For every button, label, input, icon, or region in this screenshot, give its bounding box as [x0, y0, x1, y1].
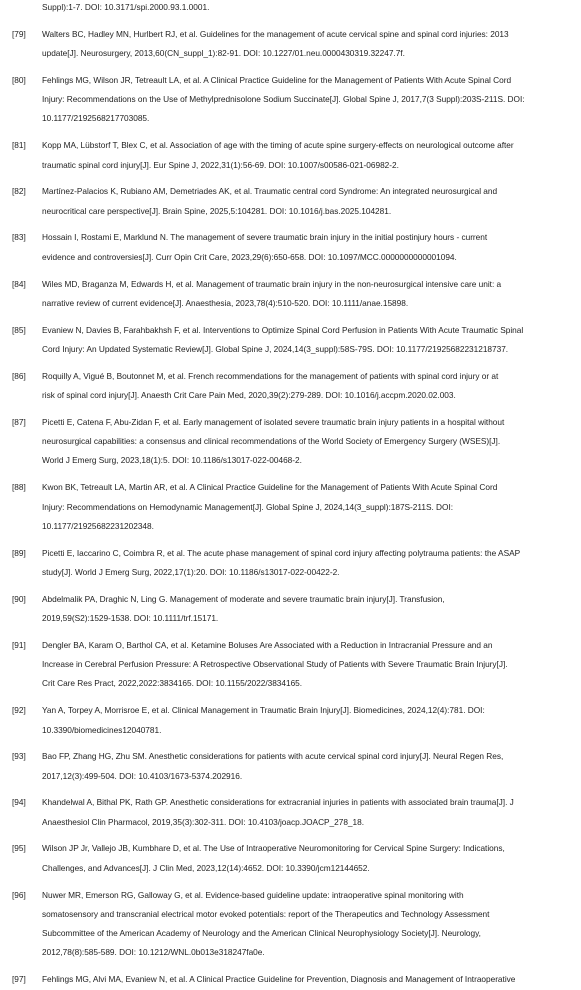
reference-number: [87]	[12, 416, 26, 427]
reference-line: 10.1177/2192568217703085.	[42, 113, 150, 124]
reference-line: Nuwer MR, Emerson RG, Galloway G, et al. Evidence-based guideline update: intraoperative spinal monitoring with	[42, 889, 464, 900]
reference-number: [80]	[12, 74, 26, 85]
reference-line: Kopp MA, Lübstorf T, Blex C, et al. Association of age with the timing of acute spine surgery-effects on neurological outcome after	[42, 140, 514, 151]
reference-entry	[0, 478, 581, 536]
reference-number: [82]	[12, 186, 26, 197]
reference-number: [94]	[12, 797, 26, 808]
reference-line: Khandelwal A, Bithal PK, Rath GP. Anesthetic considerations for extracranial injuries in patients with associated brain trauma[J]. J	[42, 797, 514, 808]
reference-line: narrative review of current evidence[J]. Anaesthesia, 2023,78(4):510-520. DOI: 10.1111/anae.15898.	[42, 297, 409, 308]
reference-entry	[0, 839, 581, 878]
reference-line: update[J]. Neurosurgery, 2013,60(CN_suppl_1):82-91. DOI: 10.1227/01.neu.0000430319.32247.7f.	[42, 48, 405, 59]
reference-line: Walters BC, Hadley MN, Hurlbert RJ, et al. Guidelines for the management of acute cervical spine and spinal cord injuries: 2013	[42, 28, 509, 39]
reference-line: neurosurgical capabilities: a consensus and clinical recommendations of the World Society of Emergency Surgery (WSES)[J].	[42, 436, 501, 447]
reference-entry	[0, 970, 581, 989]
reference-number: [81]	[12, 140, 26, 151]
reference-line: Wiles MD, Braganza M, Edwards H, et al. Management of traumatic brain injury in the non-neurosurgical intensive care unit: a	[42, 278, 502, 289]
reference-number: [79]	[12, 28, 26, 39]
reference-number: [93]	[12, 751, 26, 762]
reference-line: 2017,12(3):499-504. DOI: 10.4103/1673-5374.202916.	[42, 770, 243, 781]
reference-entry	[0, 701, 581, 740]
reference-line: risk of spinal cord injury[J]. Anaesth Crit Care Pain Med, 2020,39(2):279-289. DOI: 10.1016/j.accpm.2020.02.003.	[42, 390, 456, 401]
reference-line: Bao FP, Zhang HG, Zhu SM. Anesthetic considerations for patients with acute cervical spinal cord injury[J]. Neural Regen Res,	[42, 751, 504, 762]
reference-line: Fehlings MG, Alvi MA, Evaniew N, et al. A Clinical Practice Guideline for Prevention, Diagnosis and Management of Intraoperative	[42, 974, 516, 985]
reference-entry	[0, 544, 581, 583]
reference-line: 10.1177/21925682231202348.	[42, 520, 154, 531]
reference-entries	[0, 25, 581, 990]
reference-line: neurocritical care perspective[J]. Brain Spine, 2025,5:104281. DOI: 10.1016/j.bas.2025.104281.	[42, 205, 392, 216]
reference-line: Crit Care Res Pract, 2022,2022:3834165. DOI: 10.1155/2022/3834165.	[42, 678, 303, 689]
reference-number: [85]	[12, 324, 26, 335]
reference-line: Increase in Cerebral Perfusion Pressure: A Retrospective Observational Study of Patients with Severe Traumatic Brain Injury[J].	[42, 659, 508, 670]
reference-number: [84]	[12, 278, 26, 289]
reference-entry	[0, 367, 581, 406]
reference-line: Martínez-Palacios K, Rubiano AM, Demetriades AK, et al. Traumatic central cord Syndrome: An integrated neurosurgical and	[42, 186, 498, 197]
reference-line: World J Emerg Surg, 2023,18(1):5. DOI: 10.1186/s13017-022-00468-2.	[42, 455, 302, 466]
reference-entry	[0, 71, 581, 129]
reference-line: 2012,78(8):585-589. DOI: 10.1212/WNL.0b013e318247fa0e.	[42, 947, 265, 958]
reference-line: study[J]. World J Emerg Surg, 2022,17(1):20. DOI: 10.1186/s13017-022-00422-2.	[42, 566, 340, 577]
reference-line: Kwon BK, Tetreault LA, Martin AR, et al. A Clinical Practice Guideline for the Management of Patients With Acute Spinal Cord	[42, 482, 498, 493]
reference-entry	[0, 275, 581, 314]
reference-line: 2019,59(S2):1529-1538. DOI: 10.1111/trf.15171.	[42, 613, 219, 624]
reference-line: Challenges, and Advances[J]. J Clin Med, 2023,12(14):4652. DOI: 10.3390/jcm12144652.	[42, 862, 370, 873]
reference-line: Evaniew N, Davies B, Farahbakhsh F, et al. Interventions to Optimize Spinal Cord Perfusion in Patients With Acute Traumatic Spinal	[42, 324, 524, 335]
reference-entry	[0, 228, 581, 267]
reference-line: Anaesthesiol Clin Pharmacol, 2019,35(3):302-311. DOI: 10.4103/joacp.JOACP_278_18.	[42, 816, 365, 827]
reference-entry	[0, 886, 581, 963]
reference-number: [97]	[12, 974, 26, 985]
reference-line: Hossain I, Rostami E, Marklund N. The management of severe traumatic brain injury in the initial postinjury hours - current	[42, 232, 488, 243]
reference-number: [96]	[12, 889, 26, 900]
reference-line: traumatic spinal cord injury[J]. Eur Spine J, 2022,31(1):56-69. DOI: 10.1007/s00586-021-06982-2.	[42, 159, 399, 170]
reference-line: somatosensory and transcranial electrical motor evoked potentials: report of the Therapeutics and Technology Assessment	[42, 908, 490, 919]
reference-line: Dengler BA, Karam O, Barthol CA, et al. Ketamine Boluses Are Associated with a Reduction in Intracranial Pressure and an	[42, 639, 493, 650]
reference-entry	[0, 747, 581, 786]
reference-line: Wilson JP Jr, Vallejo JB, Kumbhare D, et al. The Use of Intraoperative Neuromonitoring for Cervical Spine Surgery: Indications,	[42, 843, 505, 854]
reference-line: Roquilly A, Vigué B, Boutonnet M, et al. French recommendations for the management of patients with spinal cord injury or at	[42, 370, 499, 381]
reference-number: [83]	[12, 232, 26, 243]
reference-entry	[0, 636, 581, 694]
reference-number: [89]	[12, 547, 26, 558]
reference-line: 10.3390/biomedicines12040781.	[42, 724, 162, 735]
reference-number: [86]	[12, 370, 26, 381]
reference-line: Picetti E, Catena F, Abu-Zidan F, et al. Early management of isolated severe traumatic brain injury patients in a hospital without	[42, 416, 505, 427]
reference-line: Abdelmalik PA, Draghic N, Ling G. Management of moderate and severe traumatic brain injury[J]. Transfusion,	[42, 593, 445, 604]
reference-entry	[0, 590, 581, 629]
reference-line: Picetti E, Iaccarino C, Coimbra R, et al. The acute phase management of spinal cord injury affecting polytrauma patients: the ASAP	[42, 547, 521, 558]
reference-number: [91]	[12, 639, 26, 650]
reference-number: [92]	[12, 705, 26, 716]
reference-continuation: Suppl):1-7. DOI: 10.3171/spi.2000.93.1.0001.	[42, 2, 210, 12]
reference-number: [90]	[12, 593, 26, 604]
reference-line: Yan A, Torpey A, Morrisroe E, et al. Clinical Management in Traumatic Brain Injury[J]. Biomedicines, 2024,12(4):781. DOI:	[42, 705, 485, 716]
reference-line: Injury: Recommendations on the Use of Methylprednisolone Sodium Succinate[J]. Global Spine J, 2017,7(3 Suppl):203S-211S. DOI:	[42, 94, 525, 105]
reference-line: Cord Injury: An Updated Systematic Review[J]. Global Spine J, 2024,14(3_suppl):58S-79S. DOI: 10.1177/21925682231218737.	[42, 343, 509, 354]
reference-number: [95]	[12, 843, 26, 854]
reference-line: evidence and controversies[J]. Curr Opin Crit Care, 2023,29(6):650-658. DOI: 10.1097/MCC.0000000000001094.	[42, 251, 457, 262]
reference-line: Fehlings MG, Wilson JR, Tetreault LA, et al. A Clinical Practice Guideline for the Management of Patients With Acute Spinal Cord	[42, 74, 512, 85]
reference-entry	[0, 25, 581, 64]
reference-number: [88]	[12, 482, 26, 493]
reference-entry	[0, 413, 581, 471]
reference-entry	[0, 793, 581, 832]
reference-entry	[0, 182, 581, 221]
reference-entry	[0, 321, 581, 360]
reference-line: Injury: Recommendations on Hemodynamic Management[J]. Global Spine J, 2024,14(3_suppl):187S-211S. DOI:	[42, 501, 454, 512]
reference-line: Subcommittee of the American Academy of Neurology and the American Clinical Neurophysiology Society[J]. Neurology,	[42, 928, 481, 939]
reference-entry	[0, 136, 581, 175]
